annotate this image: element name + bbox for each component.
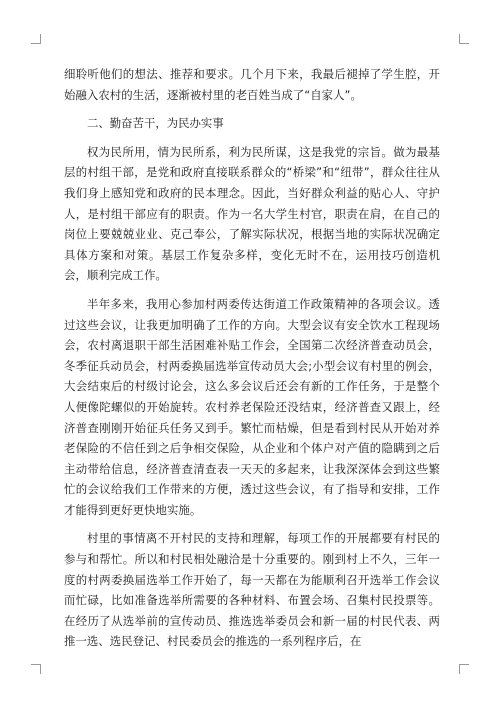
- crop-mark-bottom-left: [31, 664, 41, 674]
- crop-mark-top-left: [31, 34, 41, 44]
- body-paragraph: 村里的事情离不开村民的支持和理解，每项工作的开展都要有村民的参与和帮忙。所以和村民相处融洽是十分重要的。刚到村上不久，三年一度的村两委换届选举工作开始了，每一天都在为能顺利召开选举工作会议而忙碌，比如准备选举所需要的各种材料、布置会场、召集村民投票等。在经历了从选举前的宣传动员、推选选举委员会和新一届的村民代表、两推一选、选民登记、村民委员会的推选的一系列程序后，在: [64, 531, 440, 649]
- body-paragraph: 细聆听他们的想法、推荐和要求。几个月下来，我最后褪掉了学生腔，开始融入农村的生活，逐渐被村里的老百姓当成了“自家人”。: [64, 67, 440, 102]
- crop-mark-bottom-right: [459, 664, 469, 674]
- document-body: [64, 64, 440, 652]
- body-paragraph: 半年多来，我用心参加村两委传达街道工作政策精神的各项会议。透过这些会议，让我更加明确了工作的方向。大型会议有安全饮水工程现场会，农村离退职干部生活困难补贴工作会，全国第二次经济普查动员会，冬季征兵动员会，村两委换届选举宣传动员大会;小型会议有村里的例会，大会结束后的村级讨论会，这么多会议后还会有新的工作任务，于是整个人便像陀螺似的开始旋转。农村养老保险还没结束，经济普查又跟上，经济普查刚刚开始征兵任务又到手。繁忙而枯燥，但是看到村民从开始对养老保险的不信任到之后争相交保险，从企业和个体户对产值的隐瞒到之后主动带给信息，经济普查清查表一天天的多起来，让我深深体会到这些繁忙的会议给我们工作带来的方便，透过这些会议，有了指导和安排，工作才能得到更好更快地实施。: [64, 296, 440, 517]
- crop-mark-top-right: [459, 34, 469, 44]
- body-paragraph: 权为民所用，情为民所系，利为民所谋，这是我党的宗旨。做为最基层的村组干部，是党和政府直接联系群众的“桥梁”和“纽带”，群众往往从我们身上感知党和政府的民本理念。因此，当好群众利益的贴心人、守护人，是村组干部应有的职责。作为一名大学生村官，职责在肩，在自己的岗位上要兢兢业业、克己奉公，了解实际状况，根据当地的实际状况确定具体方案和对策。基层工作复杂多样，变化无时不在，运用技巧创造机会，顺利完成工作。: [64, 144, 440, 283]
- section-heading: 二、勤奋苦干，为民办实事: [87, 116, 224, 131]
